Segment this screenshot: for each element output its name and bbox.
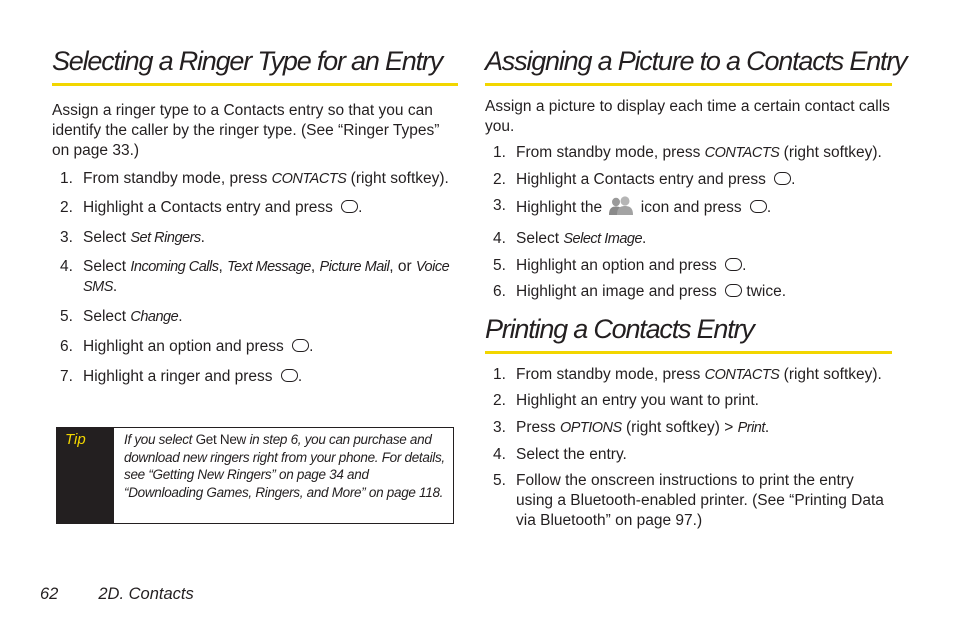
step-7: 7. Highlight a ringer and press . <box>60 368 303 385</box>
step-5: 5. Follow the onscreen instructions to print the entry using a Bluetooth-enabled printer. (See “Printing Data via Bluetooth” on page 97.) <box>493 472 884 529</box>
ok-key-icon <box>725 258 742 271</box>
step-4: 4. Select the entry. <box>493 446 627 463</box>
intro-ringer: Assign a ringer type to a Contacts entry so that you can identify the caller by the ringer type. (See “Ringer Types” on page 33.) <box>52 102 440 159</box>
ok-key-icon <box>292 339 309 352</box>
steps-picture <box>485 143 892 302</box>
section-title-ringer: Selecting a Ringer Type for an Entry <box>52 44 458 86</box>
step-5: 5. Select Change. <box>60 308 183 325</box>
ok-key-icon <box>725 284 742 297</box>
contact-person-icon <box>608 196 634 222</box>
step-5: 5. Highlight an option and press . <box>493 257 747 274</box>
step-1: 1. From standby mode, press CONTACTS (right softkey). <box>493 144 882 161</box>
intro-picture: Assign a picture to display each time a certain contact calls you. <box>485 98 890 135</box>
page-footer <box>40 585 194 604</box>
step-4: 4. Select Select Image. <box>493 230 647 247</box>
section-title-picture: Assigning a Picture to a Contacts Entry <box>485 44 892 86</box>
tip-label: Tip <box>57 428 114 523</box>
tip-text: If you select Get New in step 6, you can purchase and download new ringers right from your phone. For details, see “Getting New Ringers” on page 34 and “Downloading Games, Ringers, and More” on page 118. <box>124 432 445 500</box>
step-2: 2. Highlight an entry you want to print. <box>493 392 759 409</box>
step-6: 6. Highlight an option and press . <box>60 338 314 355</box>
right-column <box>485 44 907 531</box>
step-1: 1. From standby mode, press CONTACTS (right softkey). <box>60 170 449 187</box>
section-name: 2D. Contacts <box>98 585 194 603</box>
step-3: 3. Highlight the icon and press . <box>485 196 892 222</box>
ok-key-icon <box>341 200 358 213</box>
page-number: 62 <box>40 585 59 603</box>
ok-key-icon <box>774 172 791 185</box>
steps-printing <box>485 365 892 531</box>
step-2: 2. Highlight a Contacts entry and press . <box>60 199 363 216</box>
step-2: 2. Highlight a Contacts entry and press . <box>493 171 796 188</box>
tip-box <box>56 427 454 524</box>
step-3: 3. Press OPTIONS (right softkey) > Print. <box>493 419 770 436</box>
step-4: 4. Select Incoming Calls, Text Message, Picture Mail, or Voice SMS. <box>60 258 450 295</box>
step-6: 6. Highlight an image and press twice. <box>493 283 787 300</box>
steps-ringer <box>52 169 458 387</box>
ok-key-icon <box>750 200 767 213</box>
ok-key-icon <box>281 369 298 382</box>
left-column <box>52 44 458 387</box>
section-title-printing: Printing a Contacts Entry <box>485 312 892 354</box>
step-1: 1. From standby mode, press CONTACTS (right softkey). <box>493 366 882 383</box>
step-3: 3. Select Set Ringers. <box>60 229 205 246</box>
